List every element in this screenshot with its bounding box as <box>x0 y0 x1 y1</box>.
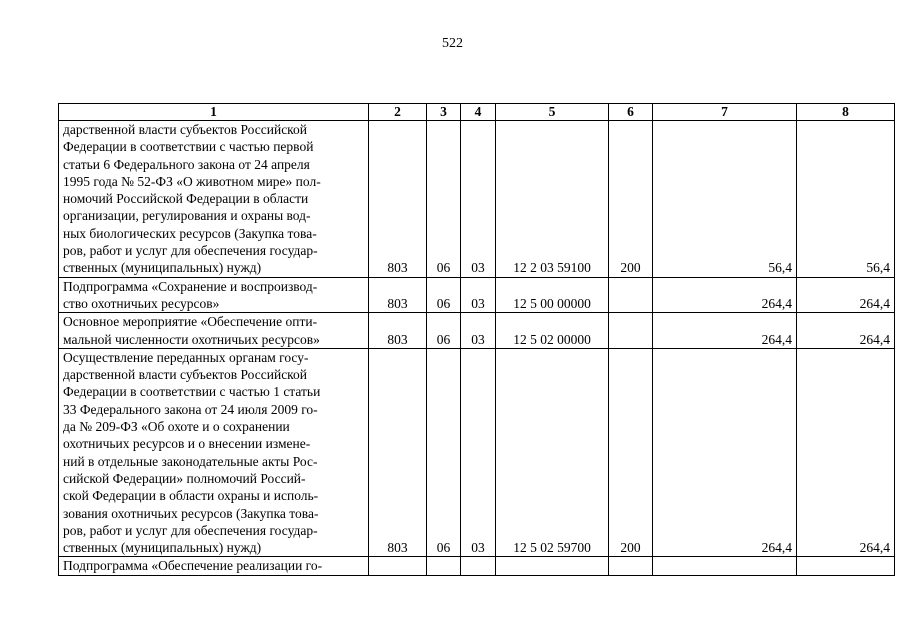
cell-amount-7: 264,4 <box>653 313 797 349</box>
budget-table-container <box>58 103 895 576</box>
description-line: Федерации в соответствии с частью 1 статьи <box>63 384 321 400</box>
cell-amount-7 <box>653 557 797 575</box>
cell-amount-8 <box>797 557 895 575</box>
cell-section: 06 <box>427 121 461 278</box>
table-row <box>59 121 895 278</box>
cell-expense-type: 200 <box>609 348 653 557</box>
cell-expense-type <box>609 557 653 575</box>
table-row <box>59 313 895 349</box>
cell-amount-8: 56,4 <box>797 121 895 278</box>
description-line: ров, работ и услуг для обеспечения государ- <box>63 522 318 538</box>
cell-amount-7: 264,4 <box>653 348 797 557</box>
description-line: статьи 6 Федерального закона от 24 апреля <box>63 156 310 172</box>
cell-amount-8: 264,4 <box>797 277 895 313</box>
row-description <box>59 348 369 557</box>
cell-section: 06 <box>427 313 461 349</box>
cell-ministry-code: 803 <box>369 121 427 278</box>
description-line: номочий Российской Федерации в области <box>63 191 309 207</box>
description-line: ственных (муниципальных) нужд) <box>63 540 262 556</box>
table-row <box>59 348 895 557</box>
description-line: мальной численности охотничьих ресурсов» <box>63 331 320 347</box>
row-description <box>59 313 369 349</box>
description-line: дарственной власти субъектов Российской <box>63 367 308 383</box>
description-line: 33 Федерального закона от 24 июля 2009 го- <box>63 401 318 417</box>
header-col-2: 2 <box>369 104 427 121</box>
description-line: ров, работ и услуг для обеспечения государ- <box>63 243 318 259</box>
cell-target-article: 12 2 03 59100 <box>496 121 609 278</box>
description-line: Осуществление переданных органам госу- <box>63 349 309 365</box>
description-line: ской Федерации в области охраны и исполь- <box>63 488 319 504</box>
description-line: ственных (муниципальных) нужд) <box>63 260 262 276</box>
cell-amount-8: 264,4 <box>797 313 895 349</box>
cell-target-article <box>496 557 609 575</box>
cell-target-article: 12 5 02 00000 <box>496 313 609 349</box>
description-line: ний в отдельные законодательные акты Рос- <box>63 453 318 469</box>
header-col-8: 8 <box>797 104 895 121</box>
table-row <box>59 557 895 575</box>
header-col-1: 1 <box>59 104 369 121</box>
description-line: да № 209-ФЗ «Об охоте и о сохранении <box>63 419 290 435</box>
row-description <box>59 277 369 313</box>
cell-subsection: 03 <box>461 277 496 313</box>
cell-subsection: 03 <box>461 348 496 557</box>
description-line: Основное мероприятие «Обеспечение опти- <box>63 314 318 330</box>
cell-ministry-code: 803 <box>369 348 427 557</box>
cell-target-article: 12 5 00 00000 <box>496 277 609 313</box>
description-line: организации, регулирования и охраны вод- <box>63 208 311 224</box>
description-line: охотничьих ресурсов и о внесении измене- <box>63 436 311 452</box>
row-description <box>59 557 369 575</box>
header-col-4: 4 <box>461 104 496 121</box>
cell-amount-8: 264,4 <box>797 348 895 557</box>
description-line: 1995 года № 52-ФЗ «О животном мире» пол- <box>63 173 321 189</box>
description-line: зования охотничьих ресурсов (Закупка това- <box>63 505 319 521</box>
page-number: 522 <box>442 36 463 51</box>
cell-expense-type <box>609 277 653 313</box>
cell-subsection: 03 <box>461 121 496 278</box>
table-row <box>59 277 895 313</box>
budget-table <box>58 103 895 576</box>
header-col-5: 5 <box>496 104 609 121</box>
header-col-7: 7 <box>653 104 797 121</box>
cell-amount-7: 264,4 <box>653 277 797 313</box>
cell-ministry-code: 803 <box>369 313 427 349</box>
cell-ministry-code: 803 <box>369 277 427 313</box>
description-line: ство охотничьих ресурсов» <box>63 295 220 311</box>
description-line: ных биологических ресурсов (Закупка това- <box>63 225 317 241</box>
cell-expense-type <box>609 313 653 349</box>
header-col-3: 3 <box>427 104 461 121</box>
cell-expense-type: 200 <box>609 121 653 278</box>
cell-target-article: 12 5 02 59700 <box>496 348 609 557</box>
cell-section: 06 <box>427 277 461 313</box>
description-line: дарственной власти субъектов Российской <box>63 122 308 137</box>
description-line: Подпрограмма «Сохранение и воспроизвод- <box>63 278 318 294</box>
description-line: сийской Федерации» полномочий Россий- <box>63 470 306 486</box>
row-description <box>59 121 369 278</box>
table-header-row <box>59 104 895 121</box>
description-line: Федерации в соответствии с частью первой <box>63 139 314 155</box>
cell-section <box>427 557 461 575</box>
cell-subsection: 03 <box>461 313 496 349</box>
header-col-6: 6 <box>609 104 653 121</box>
cell-section: 06 <box>427 348 461 557</box>
cell-ministry-code <box>369 557 427 575</box>
cell-subsection <box>461 557 496 575</box>
description-line: Подпрограмма «Обеспечение реализации го- <box>63 558 323 574</box>
cell-amount-7: 56,4 <box>653 121 797 278</box>
